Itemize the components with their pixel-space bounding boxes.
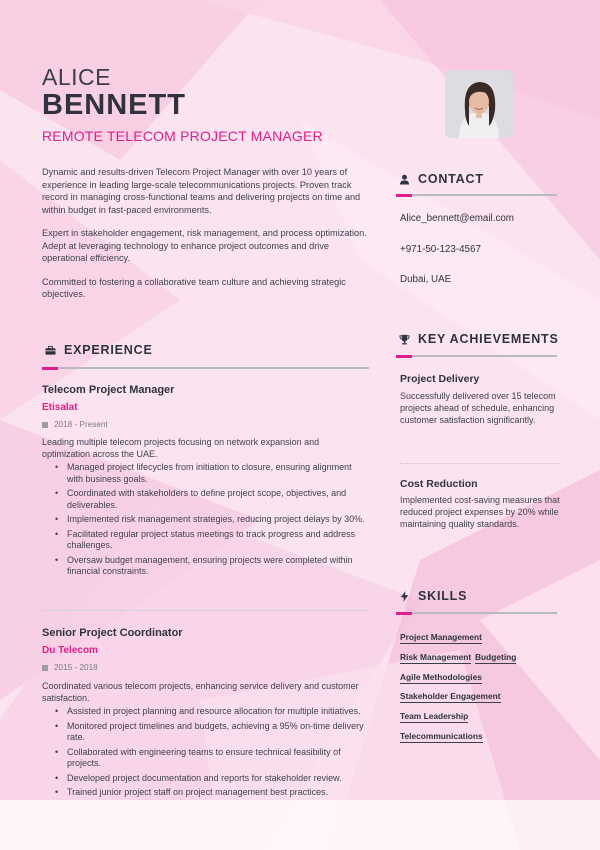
list-item: • Trained junior project staff on project management best practices. bbox=[55, 787, 367, 799]
skills-rule bbox=[396, 612, 557, 614]
list-item: • Monitored project timelines and budgets, achieving a 95% on-time delivery rate. bbox=[55, 721, 367, 744]
summary-paragraph: Dynamic and results-driven Telecom Project Manager with over 10 years of experience in leading large-scale telecommunications projects. Proven track record in managing cross-functional teams and delivering projects on time and within budget in fast-paced environments. bbox=[42, 167, 361, 215]
contact-phone[interactable]: +971-50-123-4567 bbox=[400, 244, 481, 255]
job-bullets bbox=[55, 462, 367, 581]
job-dates-text: 2015 - 2018 bbox=[54, 663, 98, 672]
skill-tag: Risk Management bbox=[400, 652, 472, 662]
list-item: • Managed project lifecycles from initiation to closure, ensuring alignment with business goals. bbox=[55, 462, 367, 485]
calendar-icon bbox=[42, 665, 48, 671]
skills-title: SKILLS bbox=[418, 589, 468, 603]
achievement-title: Project Delivery bbox=[400, 373, 480, 385]
contact-rule bbox=[396, 194, 557, 196]
skill-tag: Agile Methodologies bbox=[400, 672, 482, 682]
avatar bbox=[445, 70, 513, 138]
briefcase-icon bbox=[44, 344, 56, 356]
job-role: Telecom Project Manager bbox=[42, 384, 175, 396]
calendar-icon bbox=[42, 422, 48, 428]
job-company: Du Telecom bbox=[42, 645, 98, 656]
list-item: • Collaborated with engineering teams to ensure technical feasibility of projects. bbox=[55, 747, 367, 770]
trophy-icon bbox=[398, 333, 410, 345]
list-item: • Implemented risk management strategies, reducing project delays by 30%. bbox=[55, 514, 367, 526]
job-company: Etisalat bbox=[42, 402, 78, 413]
list-item: • Facilitated regular project status meetings to track progress and address challenges. bbox=[55, 529, 367, 552]
contact-location: Dubai, UAE bbox=[400, 274, 452, 285]
job-dates bbox=[42, 663, 98, 672]
skills-heading bbox=[398, 589, 467, 603]
experience-title: EXPERIENCE bbox=[64, 343, 153, 357]
list-item: • Coordinated with stakeholders to define project scope, objectives, and deliverables. bbox=[55, 488, 367, 511]
job-divider bbox=[42, 610, 367, 611]
job-title: REMOTE TELECOM PROJECT MANAGER bbox=[42, 128, 323, 144]
last-name: BENNETT bbox=[42, 89, 186, 121]
list-item: • Oversaw budget management, ensuring projects were completed within financial constraints. bbox=[55, 555, 367, 578]
contact-heading bbox=[398, 172, 484, 186]
achievements-title: KEY ACHIEVEMENTS bbox=[418, 332, 559, 346]
experience-rule bbox=[42, 367, 369, 369]
skill-tag: Team Leadership bbox=[400, 711, 469, 721]
summary-paragraph: Committed to fostering a collaborative team culture and achieving strategic objectives. bbox=[42, 276, 346, 299]
achievement-divider bbox=[400, 463, 560, 464]
achievement-desc: Implemented cost-saving measures that reduced project expenses by 20% while maintaining quality standards. bbox=[400, 495, 560, 529]
contact-email[interactable]: Alice_bennett@email.com bbox=[400, 213, 514, 224]
list-item: • Developed project documentation and reports for stakeholder review. bbox=[55, 773, 367, 785]
achievements-rule bbox=[396, 355, 557, 357]
job-dates bbox=[42, 420, 108, 429]
lightning-icon bbox=[398, 590, 410, 602]
achievement-title: Cost Reduction bbox=[400, 478, 478, 490]
list-item: • Assisted in project planning and resource allocation for multiple initiatives. bbox=[55, 706, 367, 718]
job-role: Senior Project Coordinator bbox=[42, 627, 183, 639]
skill-tag: Project Management bbox=[400, 632, 482, 642]
job-dates-text: 2018 - Present bbox=[54, 420, 108, 429]
job-intro: Leading multiple telecom projects focusing on network expansion and optimization across the UAE. bbox=[42, 437, 320, 459]
summary-paragraph: Expert in stakeholder engagement, risk management, and process optimization. Adept at leveraging technology to enhance project outcomes and drive operational efficiency. bbox=[42, 228, 367, 263]
contact-title: CONTACT bbox=[418, 172, 484, 186]
person-icon bbox=[398, 173, 410, 185]
skill-tag: Budgeting bbox=[475, 652, 517, 662]
skill-tag: Stakeholder Engagement bbox=[400, 691, 501, 701]
achievement-desc: Successfully delivered over 15 telecom projects ahead of schedule, enhancing customer satisfaction significantly. bbox=[400, 391, 556, 425]
experience-heading bbox=[44, 343, 153, 357]
first-name: ALICE bbox=[42, 64, 111, 90]
job-intro: Coordinated various telecom projects, enhancing service delivery and customer satisfaction. bbox=[42, 681, 359, 703]
summary bbox=[42, 166, 370, 312]
job-bullets bbox=[55, 706, 367, 802]
skill-tag: Telecommunications bbox=[400, 731, 483, 741]
achievements-heading bbox=[398, 332, 559, 346]
